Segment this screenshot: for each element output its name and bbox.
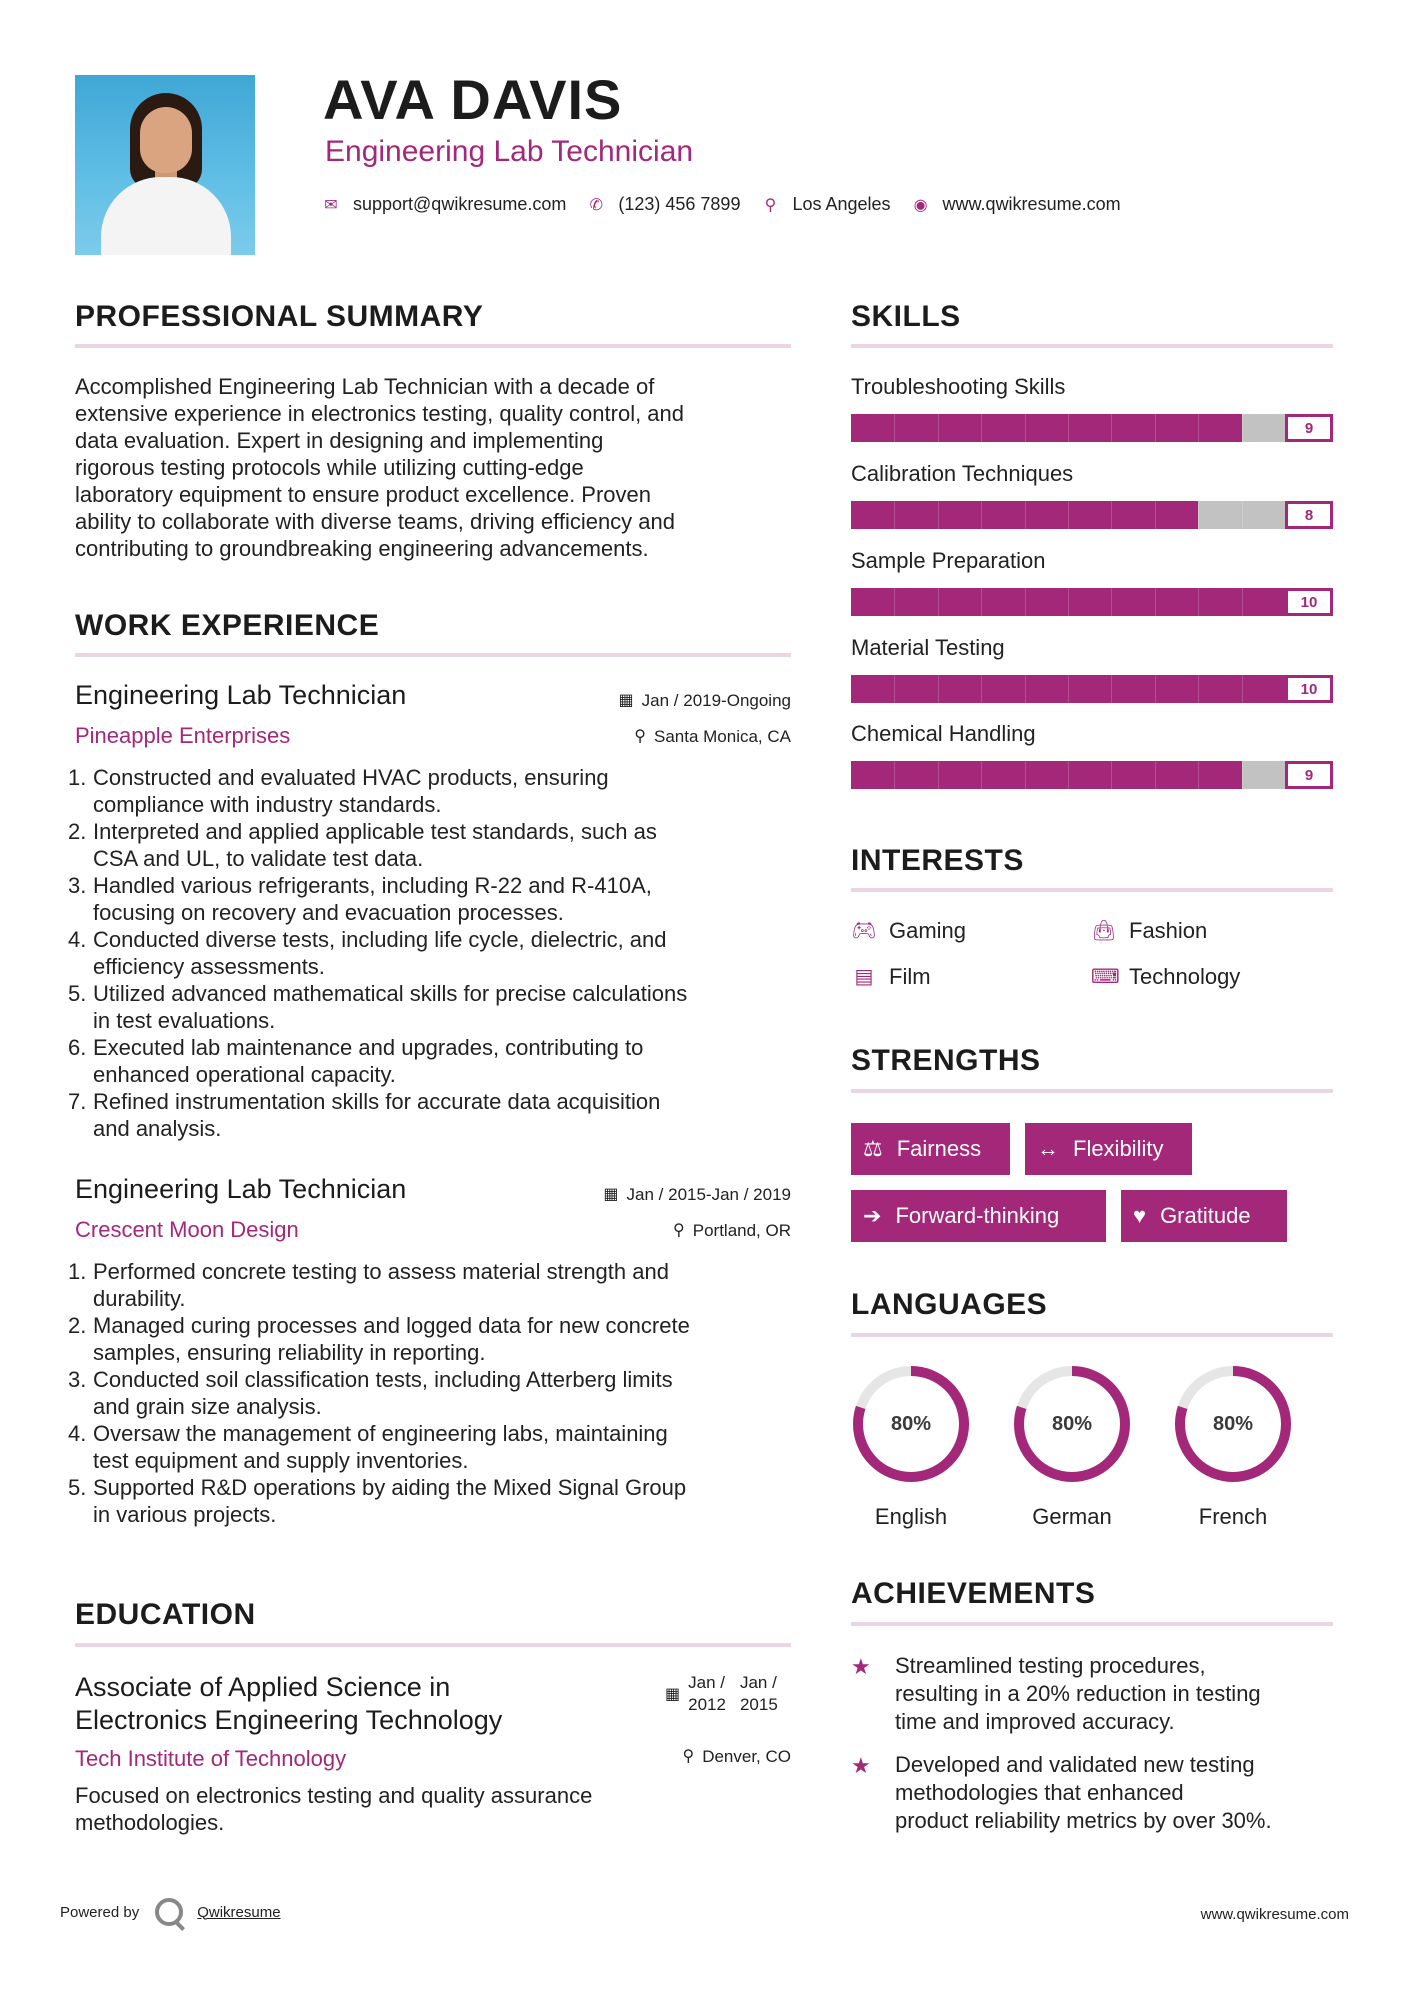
- star-burst-icon: ★: [851, 1654, 871, 1679]
- list-item: Handled various refrigerants, including R-22 and R-410A, focusing on recovery and evacuation processes.: [93, 873, 652, 925]
- interests-heading: INTERESTS: [851, 844, 1024, 877]
- skill-bar-segment: [938, 675, 939, 703]
- strength-tag-fairness: ⚖ Fairness: [851, 1123, 1010, 1175]
- skill-bar-fill: [851, 761, 1242, 789]
- list-item: Constructed and evaluated HVAC products, ensuring compliance with industry standards.: [93, 765, 609, 817]
- skill-label: Troubleshooting Skills: [851, 374, 1066, 399]
- contact-bar: [323, 194, 1143, 215]
- skill-bar-segment: [1068, 588, 1069, 616]
- skill-bar-segment: [1025, 588, 1026, 616]
- skill-bar-segment: [938, 414, 939, 442]
- list-item: Executed lab maintenance and upgrades, contributing to enhanced operational capacity.: [93, 1035, 644, 1087]
- skill-bar-segment: [1242, 761, 1243, 789]
- contact-location: [762, 194, 890, 215]
- skill-bar-segment: [1025, 414, 1026, 442]
- email-text: support@qwikresume.com: [353, 194, 567, 214]
- summary-heading: PROFESSIONAL SUMMARY: [75, 300, 484, 333]
- strength-tag-gratitude: ♥ Gratitude: [1121, 1190, 1287, 1242]
- globe-icon: ◉: [913, 196, 928, 214]
- phone-icon: ✆: [589, 196, 604, 214]
- list-item: Oversaw the management of engineering labs, maintaining test equipment and supply inventories.: [93, 1421, 668, 1473]
- star-burst-icon: ★: [851, 1753, 871, 1778]
- skill-bar-segment: [1155, 414, 1156, 442]
- profile-photo: [75, 75, 255, 255]
- language-name: English: [874, 1504, 948, 1529]
- skill-bar-segment: [1111, 501, 1112, 529]
- skill-bar-segment: [1242, 588, 1243, 616]
- work-heading: WORK EXPERIENCE: [75, 609, 380, 642]
- skill-bar-segment: [1155, 761, 1156, 789]
- skill-bar-segment: [894, 675, 895, 703]
- achievements-heading: ACHIEVEMENTS: [851, 1577, 1096, 1610]
- skill-bar: [851, 761, 1333, 789]
- calendar-icon: ▦: [665, 1686, 681, 1703]
- languages-rule: [851, 1333, 1333, 1337]
- list-item: Managed curing processes and logged data for new concrete samples, ensuring reliability in reporting.: [93, 1313, 690, 1365]
- skill-bar-segment: [1242, 414, 1243, 442]
- qwikresume-logo-icon: [155, 1898, 183, 1926]
- skill-bar: [851, 501, 1333, 529]
- list-item: Refined instrumentation skills for accurate data acquisition and analysis.: [93, 1089, 661, 1141]
- skill-bar-segment: [1068, 761, 1069, 789]
- skill-label: Chemical Handling: [851, 721, 1036, 746]
- job-location: ⚲ Portland, OR: [673, 1221, 791, 1240]
- language-percent: 80%: [1051, 1412, 1093, 1435]
- achievements-rule: [851, 1622, 1333, 1626]
- skill-label: Material Testing: [851, 635, 1005, 660]
- skill-bar-segment: [1111, 675, 1112, 703]
- skill-bar-segment: [938, 588, 939, 616]
- job-duties-list: [93, 1258, 793, 1528]
- skill-bar-segment: [1155, 501, 1156, 529]
- skill-bar-segment: [894, 501, 895, 529]
- pushpin-icon: ⚲: [634, 727, 646, 745]
- interests-rule: [851, 888, 1333, 892]
- footer-powered-by: Powered by Qwikresume: [60, 1898, 281, 1926]
- skill-level-badge: 9: [1285, 761, 1333, 789]
- contact-website[interactable]: [913, 194, 1121, 215]
- education-heading: EDUCATION: [75, 1598, 256, 1631]
- skill-bar: [851, 414, 1333, 442]
- balance-scale-icon: ⚖: [863, 1136, 883, 1161]
- language-item: [1171, 1362, 1295, 1530]
- laptop-icon: ⌨: [1091, 966, 1120, 988]
- skill-bar-segment: [938, 501, 939, 529]
- heart-icon: ♥: [1133, 1203, 1147, 1228]
- education-description: Focused on electronics testing and quality assurance methodologies.: [75, 1783, 593, 1835]
- skill-bar-segment: [1025, 761, 1026, 789]
- pushpin-icon: ⚲: [682, 1747, 695, 1765]
- skill-bar: [851, 588, 1333, 616]
- interest-item-fashion: 👜︎ Fashion: [1091, 918, 1208, 943]
- job-date: ▦ Jan / 2015-Jan / 2019: [603, 1185, 791, 1204]
- school-location: ⚲ Denver, CO: [682, 1747, 791, 1766]
- brand-link[interactable]: Qwikresume: [197, 1903, 281, 1921]
- language-name: German: [1032, 1504, 1112, 1529]
- skill-bar-segment: [1198, 501, 1199, 529]
- skill-bar: [851, 675, 1333, 703]
- job-title: Engineering Lab Technician: [75, 1174, 407, 1204]
- skill-bar-segment: [938, 761, 939, 789]
- job-location: ⚲ Santa Monica, CA: [634, 727, 791, 746]
- job-company: Pineapple Enterprises: [75, 723, 291, 748]
- candidate-role: Engineering Lab Technician: [325, 135, 694, 168]
- arrows-horizontal-icon: ↔: [1037, 1136, 1059, 1161]
- skill-bar-segment: [981, 675, 982, 703]
- interest-item-film: ▤ Film: [851, 966, 931, 988]
- skill-bar-segment: [1242, 501, 1243, 529]
- skill-bar-segment: [1111, 414, 1112, 442]
- phone-text: (123) 456 7899: [618, 194, 741, 214]
- skill-level-badge: 9: [1285, 414, 1333, 442]
- skill-bar-segment: [1198, 588, 1199, 616]
- pushpin-icon: ⚲: [673, 1221, 685, 1239]
- job-duties-list: [93, 764, 793, 1142]
- list-item: Conducted soil classification tests, including Atterberg limits and grain size analysis.: [93, 1367, 673, 1419]
- school-name: Tech Institute of Technology: [75, 1746, 347, 1771]
- interest-item-technology: ⌨ Technology: [1091, 964, 1241, 989]
- list-item: Interpreted and applied applicable test standards, such as CSA and UL, to validate test data.: [93, 819, 657, 871]
- website-text: www.qwikresume.com: [942, 194, 1121, 214]
- skills-heading: SKILLS: [851, 300, 961, 333]
- skill-bar-segment: [1198, 675, 1199, 703]
- summary-text: Accomplished Engineering Lab Technician with a decade of extensive experience in electronics testing, quality control, and data evaluation. Expert in designing and implementing rigorous testing protocols while utilizing cutting-edge laboratory equipment to ensure product excellence. Proven ability to collaborate with diverse teams, driving efficiency and contributing to groundbreaking engineering advancements.: [75, 374, 685, 561]
- skill-bar-segment: [1068, 675, 1069, 703]
- skill-bar-segment: [1025, 501, 1026, 529]
- skill-bar-segment: [981, 501, 982, 529]
- skill-bar-segment: [1111, 588, 1112, 616]
- summary-rule: [75, 344, 791, 348]
- job-company: Crescent Moon Design: [75, 1217, 299, 1242]
- strengths-heading: STRENGTHS: [851, 1044, 1041, 1077]
- skill-bar-segment: [894, 414, 895, 442]
- skill-bar-segment: [894, 588, 895, 616]
- calendar-icon: ▦: [603, 1185, 619, 1203]
- skill-bar-segment: [981, 761, 982, 789]
- map-pin-icon: ⚲: [764, 196, 777, 214]
- interest-item-gaming: 🎮︎ Gaming: [851, 918, 967, 943]
- contact-email[interactable]: [323, 194, 566, 215]
- skill-bar-segment: [1155, 588, 1156, 616]
- skills-rule: [851, 344, 1333, 348]
- skill-bar-segment: [981, 588, 982, 616]
- strength-tag-flexibility: ↔ Flexibility: [1025, 1123, 1192, 1175]
- skill-bar-segment: [1155, 675, 1156, 703]
- skill-level-badge: 8: [1285, 501, 1333, 529]
- skill-bar-segment: [1111, 761, 1112, 789]
- language-percent: 80%: [890, 1412, 932, 1435]
- skill-level-badge: 10: [1285, 588, 1333, 616]
- calendar-icon: ▦: [618, 691, 634, 709]
- location-text: Los Angeles: [792, 194, 891, 214]
- list-item: Conducted diverse tests, including life cycle, dielectric, and efficiency assessments.: [93, 927, 667, 979]
- skill-bar-segment: [1068, 501, 1069, 529]
- skill-bar-segment: [894, 761, 895, 789]
- skill-bar-segment: [1198, 414, 1199, 442]
- skill-bar-segment: [1242, 675, 1243, 703]
- job-date: ▦ Jan / 2019-Ongoing: [618, 691, 791, 710]
- work-rule: [75, 653, 791, 657]
- skill-bar-segment: [1068, 414, 1069, 442]
- list-item: Performed concrete testing to assess material strength and durability.: [93, 1259, 669, 1311]
- skill-bar-fill: [851, 414, 1242, 442]
- candidate-name: AVA DAVIS: [323, 68, 623, 131]
- envelope-icon: ✉: [324, 196, 338, 214]
- language-name: French: [1198, 1504, 1268, 1529]
- film-icon: ▤: [854, 966, 874, 988]
- skill-label: Sample Preparation: [851, 548, 1046, 573]
- skill-label: Calibration Techniques: [851, 461, 1074, 486]
- languages-heading: LANGUAGES: [851, 1288, 1048, 1321]
- strength-tag-forward-thinking: ➔ Forward-thinking: [851, 1190, 1106, 1242]
- skill-bar-segment: [981, 414, 982, 442]
- skill-bar-segment: [1198, 761, 1199, 789]
- strengths-rule: [851, 1089, 1333, 1093]
- achievement-item: ★ Streamlined testing procedures, resulting in a 20% reduction in testing time and improved accuracy.: [851, 1653, 1261, 1734]
- education-date: ▦ Jan / 2012 Jan / 2015: [665, 1673, 778, 1714]
- education-rule: [75, 1643, 791, 1647]
- language-item: [849, 1362, 973, 1530]
- achievement-item: ★ Developed and validated new testing methodologies that enhanced product reliability metrics by over 30%.: [851, 1752, 1272, 1833]
- arrow-right-icon: ➔: [863, 1203, 882, 1228]
- footer-website[interactable]: www.qwikresume.com: [1200, 1906, 1349, 1923]
- job-title: Engineering Lab Technician: [75, 680, 407, 710]
- list-item: Supported R&D operations by aiding the Mixed Signal Group in various projects.: [93, 1475, 687, 1527]
- skill-level-badge: 10: [1285, 675, 1333, 703]
- skill-bar-segment: [1025, 675, 1026, 703]
- gamepad-icon: 🎮︎: [851, 920, 877, 942]
- list-item: Utilized advanced mathematical skills for precise calculations in test evaluations.: [93, 981, 688, 1033]
- shopping-bag-icon: 👜︎: [1091, 920, 1117, 942]
- language-percent: 80%: [1212, 1412, 1254, 1435]
- degree-title: Associate of Applied Science in Electronics Engineering Technology: [75, 1672, 503, 1735]
- contact-phone[interactable]: [588, 194, 740, 215]
- language-item: [1010, 1362, 1134, 1530]
